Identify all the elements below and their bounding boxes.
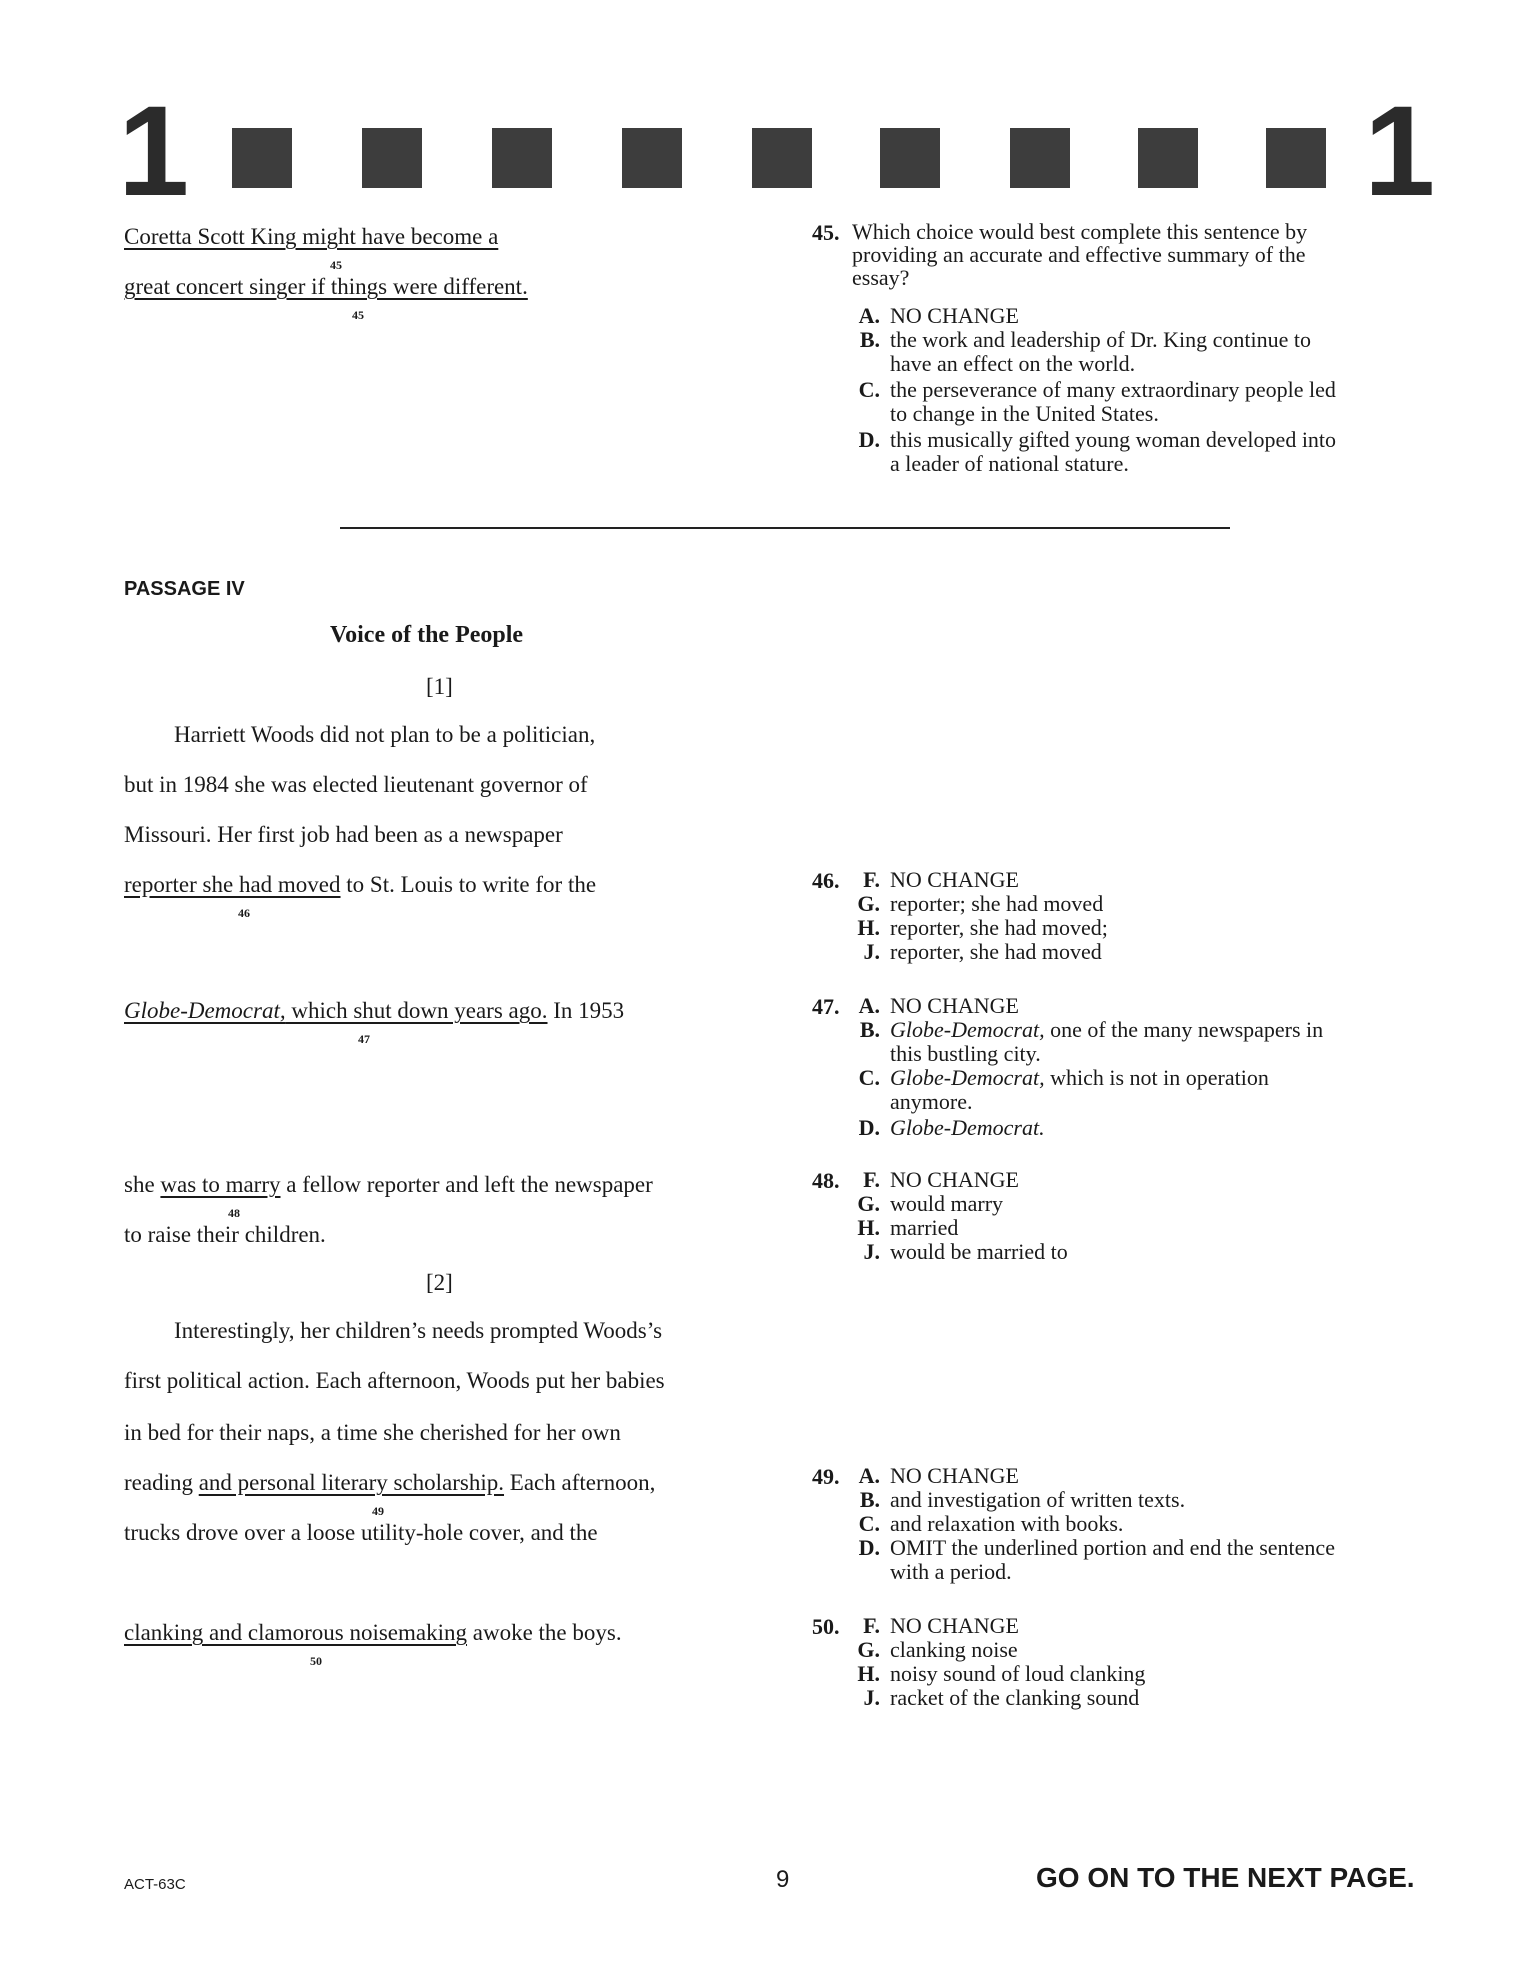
question-number-46: 46. <box>812 868 840 893</box>
next-page-notice: GO ON TO THE NEXT PAGE. <box>1036 1862 1415 1893</box>
passage-line: but in 1984 she was elected lieutenant governor of <box>124 772 588 797</box>
answer-option-h[interactable]: H. noisy sound of loud clanking <box>857 1661 1146 1686</box>
passage-line <box>124 272 528 302</box>
paragraph-marker: [2] <box>426 1270 453 1295</box>
underlined-portion-45: great concert singer if things were different. <box>124 274 528 299</box>
question-number-47: 47. <box>812 994 840 1019</box>
answer-option-c[interactable]: C. the perseverance of many extraordinary people led to change in the United States. <box>858 377 1336 426</box>
header-square-4 <box>622 128 682 188</box>
passage-line: clanking and clamorous noisemaking awoke the boys. <box>124 1620 622 1645</box>
question-number-48: 48. <box>812 1168 840 1193</box>
answer-option-d[interactable]: D. Globe-Democrat. <box>858 1115 1045 1140</box>
question-marker: 50 <box>310 1654 322 1668</box>
question-marker: 45 <box>352 308 364 322</box>
header-square-2 <box>362 128 422 188</box>
passage-line: reading and personal literary scholarship. Each afternoon, <box>124 1470 656 1495</box>
answer-option-j[interactable]: J. reporter, she had moved <box>863 939 1102 964</box>
passage-line: reporter she had moved to St. Louis to write for the <box>124 872 597 897</box>
header-square-5 <box>752 128 812 188</box>
stem-line: essay? <box>852 265 910 290</box>
answer-option-g[interactable]: G. clanking noise <box>857 1637 1018 1662</box>
question-number-45: 45. <box>812 220 840 245</box>
page-number: 9 <box>776 1866 790 1893</box>
underlined-portion-49: and personal literary scholarship. <box>198 1470 505 1495</box>
passage-line: Globe-Democrat, which shut down years ago. In 1953 <box>124 998 625 1023</box>
underlined-portion-50: clanking and clamorous noisemaking <box>124 1620 468 1645</box>
answer-option-c[interactable]: C. Globe-Democrat, which is not in operation anymore. <box>858 1065 1269 1114</box>
passage-line: in bed for their naps, a time she cherished for her own <box>124 1420 621 1445</box>
answer-option-h[interactable]: H. reporter, she had moved; <box>857 915 1108 940</box>
question-marker: 45 <box>330 258 342 272</box>
passage-line: Missouri. Her first job had been as a newspaper <box>124 822 563 847</box>
answer-option-f[interactable]: F. NO CHANGE <box>863 1613 1019 1638</box>
passage-line: she was to marry a fellow reporter and left the newspaper <box>124 1172 653 1197</box>
answer-option-h[interactable]: H. married <box>857 1215 959 1240</box>
section-number-left: 1 <box>118 80 190 223</box>
answer-option-a[interactable]: A. NO CHANGE <box>858 1463 1019 1488</box>
answer-option-b[interactable]: B. and investigation of written texts. <box>859 1487 1186 1512</box>
passage-title: Voice of the People <box>330 622 524 648</box>
underlined-portion-45: Coretta Scott King might have become a <box>124 224 499 249</box>
header-square-6 <box>880 128 940 188</box>
passage-line: to raise their children. <box>124 1222 326 1247</box>
section-number-right: 1 <box>1364 80 1436 223</box>
paragraph-marker: [1] <box>426 674 453 699</box>
passage-line: trucks drove over a loose utility-hole cover, and the <box>124 1520 598 1545</box>
header-square-3 <box>492 128 552 188</box>
passage-label: PASSAGE IV <box>124 578 245 600</box>
stem-line: Which choice would best complete this sentence by <box>852 219 1308 244</box>
answer-option-b[interactable]: B. Globe-Democrat, one of the many newspapers in this bustling city. <box>859 1017 1324 1066</box>
answer-option-f[interactable]: F. NO CHANGE <box>863 1167 1019 1192</box>
underlined-portion-46: reporter she had moved <box>124 872 341 897</box>
answer-option-f[interactable]: F. NO CHANGE <box>863 867 1019 892</box>
answer-option-c[interactable]: C. and relaxation with books. <box>858 1511 1124 1536</box>
answer-option-a[interactable]: A. NO CHANGE <box>858 303 1019 328</box>
underlined-portion-48: was to marry <box>160 1172 281 1197</box>
passage-line: Interestingly, her children’s needs prompted Woods’s <box>174 1318 663 1343</box>
answer-option-b[interactable]: B. the work and leadership of Dr. King continue to have an effect on the world. <box>859 327 1311 376</box>
question-marker: 46 <box>238 906 250 920</box>
question-marker: 47 <box>358 1032 370 1046</box>
question-number-49: 49. <box>812 1464 840 1489</box>
answer-option-a[interactable]: A. NO CHANGE <box>858 993 1019 1018</box>
answer-option-g[interactable]: G. would marry <box>857 1191 1004 1216</box>
stem-line: providing an accurate and effective summary of the <box>852 242 1306 267</box>
answer-option-d[interactable]: D. OMIT the underlined portion and end the sentence with a period. <box>858 1535 1335 1584</box>
question-marker: 48 <box>228 1206 240 1220</box>
answer-option-d[interactable]: D. this musically gifted young woman developed into a leader of national stature. <box>858 427 1337 476</box>
answer-option-g[interactable]: G. reporter; she had moved <box>857 891 1104 916</box>
question-number-50: 50. <box>812 1614 840 1639</box>
question-stem <box>852 220 1442 289</box>
passage-line <box>124 222 498 252</box>
answer-option-j[interactable]: J. racket of the clanking sound <box>863 1685 1140 1710</box>
header-square-1 <box>232 128 292 188</box>
answer-option-j[interactable]: J. would be married to <box>863 1239 1068 1264</box>
question-marker: 49 <box>372 1504 384 1518</box>
header-square-7 <box>1010 128 1070 188</box>
section-divider <box>340 527 1230 529</box>
form-code: ACT-63C <box>124 1876 186 1893</box>
passage-line: Harriett Woods did not plan to be a politician, <box>174 722 596 747</box>
underlined-portion-47: Globe-Democrat, which shut down years ago. <box>124 998 548 1023</box>
passage-line: first political action. Each afternoon, Woods put her babies <box>124 1368 665 1393</box>
header-square-8 <box>1138 128 1198 188</box>
header-square-9 <box>1266 128 1326 188</box>
